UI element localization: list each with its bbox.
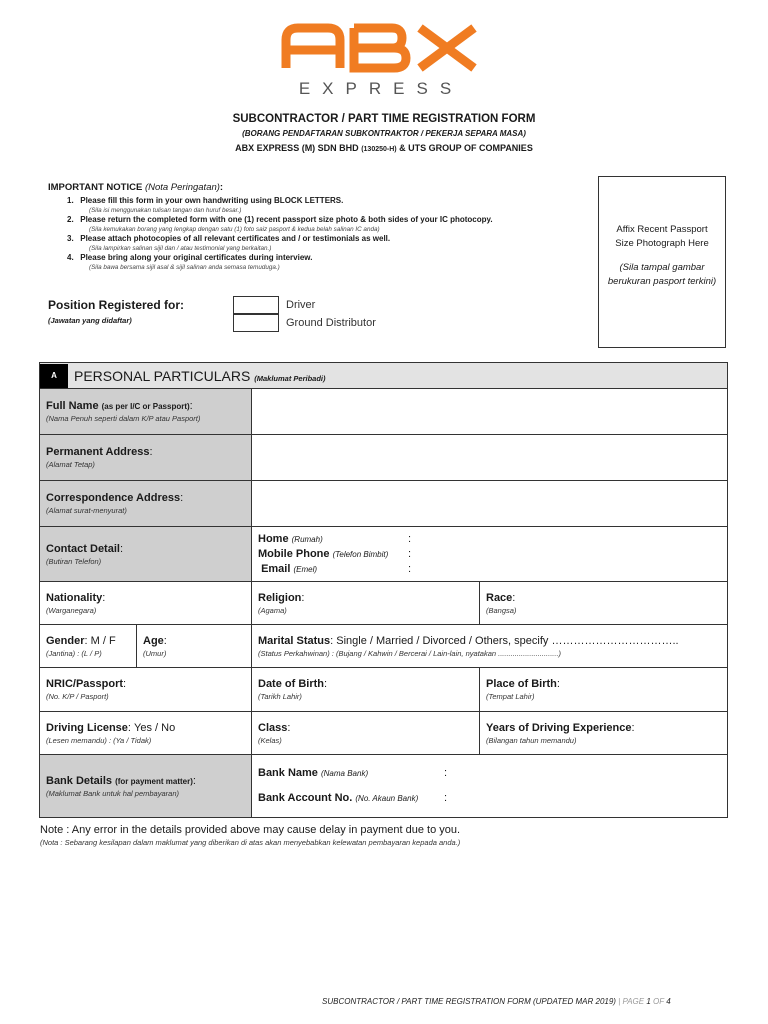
logo-express-text: EXPRESS — [298, 79, 464, 98]
section-title: PERSONAL PARTICULARS (Maklumat Peribadi) — [74, 367, 326, 384]
logo-letter-a — [286, 28, 340, 68]
date-of-birth-field[interactable]: Date of Birth: (Tarikh Lahir) — [252, 668, 480, 712]
personal-particulars-table — [39, 362, 728, 818]
place-of-birth-field[interactable]: Place of Birth: (Tempat Lahir) — [480, 668, 728, 712]
marital-status-field[interactable]: Marital Status: Single / Married / Divorced / Others, specify …………………………….. (Status Perkahwinan) : (Bujang / Kahwin / Bercerai / Lain-lain, nyatakan .............................) — [252, 625, 728, 668]
payment-note-ms: (Nota : Sebarang kesilapan dalam maklumat yang diberikan di atas akan menyebabkan kelewatan pembayaran kepada anda.) — [40, 838, 461, 847]
logo-letter-b — [354, 28, 406, 68]
notice-item: 1. Please fill this form in your own handwriting using BLOCK LETTERS. (Sila isi menggunakan tulisan tangan dan huruf besar.) — [67, 196, 344, 214]
company-name: ABX EXPRESS (M) SDN BHD — [235, 143, 359, 153]
nric-passport-field[interactable]: NRIC/Passport: (No. K/P / Pasport) — [40, 668, 252, 712]
passport-photo-box: Affix Recent Passport Size Photograph Here (Sila tampal gambar berukuran pasport terkini) — [598, 176, 726, 348]
years-driving-experience-field[interactable]: Years of Driving Experience: (Bilangan tahun memandu) — [480, 712, 728, 755]
age-field[interactable]: Age: (Umur) — [137, 625, 252, 668]
notice-item: 4. Please bring along your original certificates during interview. (Sila bawa bersama sijil asal & sijil salinan anda semasa temuduga.) — [67, 253, 313, 271]
important-notice — [48, 182, 588, 272]
contact-detail-label: Contact Detail: (Butiran Telefon) — [40, 527, 252, 582]
form-title: SUBCONTRACTOR / PART TIME REGISTRATION FORM — [232, 113, 536, 125]
company-line — [0, 143, 768, 153]
driver-option-label: Driver — [286, 299, 316, 311]
notice-item: 2. Please return the completed form with one (1) recent passport size photo & both sides of your IC photocopy. (Sila kemukakan borang yang lengkap dengan satu (1) foto saiz pasport & kedua belah salinan IC anda) — [67, 215, 493, 233]
gender-field[interactable]: Gender: M / F (Jantina) : (L / P) — [40, 625, 137, 668]
contact-detail-field[interactable]: Home (Rumah) : Mobile Phone (Telefon Bimbit) : Email (Emel) : — [252, 527, 728, 582]
section-letter: A — [40, 364, 68, 388]
notice-title: IMPORTANT NOTICE (Nota Peringatan): — [48, 182, 224, 193]
page-footer: SUBCONTRACTOR / PART TIME REGISTRATION FORM (UPDATED MAR 2019) | PAGE 1 OF 4 — [322, 997, 671, 1006]
full-name-field[interactable] — [252, 389, 728, 435]
full-name-label: Full Name (as per I/C or Passport): (Nama Penuh seperti dalam K/P atau Pasport) — [40, 389, 252, 435]
correspondence-address-label: Correspondence Address: (Alamat surat-menyurat) — [40, 481, 252, 527]
nationality-field[interactable]: Nationality: (Warganegara) — [40, 582, 252, 625]
position-label: Position Registered for: — [48, 298, 185, 312]
religion-field[interactable]: Religion: (Agama) — [252, 582, 480, 625]
notice-list — [48, 196, 588, 272]
payment-note: Note : Any error in the details provided above may cause delay in payment due to you. — [40, 824, 461, 836]
license-class-field[interactable]: Class: (Kelas) — [252, 712, 480, 755]
form-title-ms: (BORANG PENDAFTARAN SUBKONTRAKTOR / PEKERJA SEPARA MASA) — [242, 129, 526, 138]
ground-distributor-option-label: Ground Distributor — [286, 317, 376, 329]
permanent-address-label: Permanent Address: (Alamat Tetap) — [40, 435, 252, 481]
company-reg: (130250-H) — [361, 146, 397, 153]
position-label-ms: (Jawatan yang didaftar) — [48, 316, 132, 325]
company-group: & UTS GROUP OF COMPANIES — [399, 143, 533, 153]
abx-express-logo — [278, 22, 484, 100]
driver-checkbox[interactable] — [233, 296, 279, 314]
bank-details-field[interactable]: Bank Name (Nama Bank) : Bank Account No. (No. Akaun Bank) : — [252, 755, 728, 818]
section-a-header — [40, 363, 728, 389]
permanent-address-field[interactable] — [252, 435, 728, 481]
correspondence-address-field[interactable] — [252, 481, 728, 527]
driving-license-field[interactable]: Driving License: Yes / No (Lesen memandu) : (Ya / Tidak) — [40, 712, 252, 755]
ground-distributor-checkbox[interactable] — [233, 314, 279, 332]
notice-item: 3. Please attach photocopies of all relevant certificates and / or testimonials as well. (Sila lampirkan salinan sijil dan / atau testimonial yang berkaitan.) — [67, 234, 391, 252]
race-field[interactable]: Race: (Bangsa) — [480, 582, 728, 625]
logo-letter-x — [420, 28, 474, 68]
bank-details-label: Bank Details (for payment matter): (Maklumat Bank untuk hal pembayaran) — [40, 755, 252, 818]
